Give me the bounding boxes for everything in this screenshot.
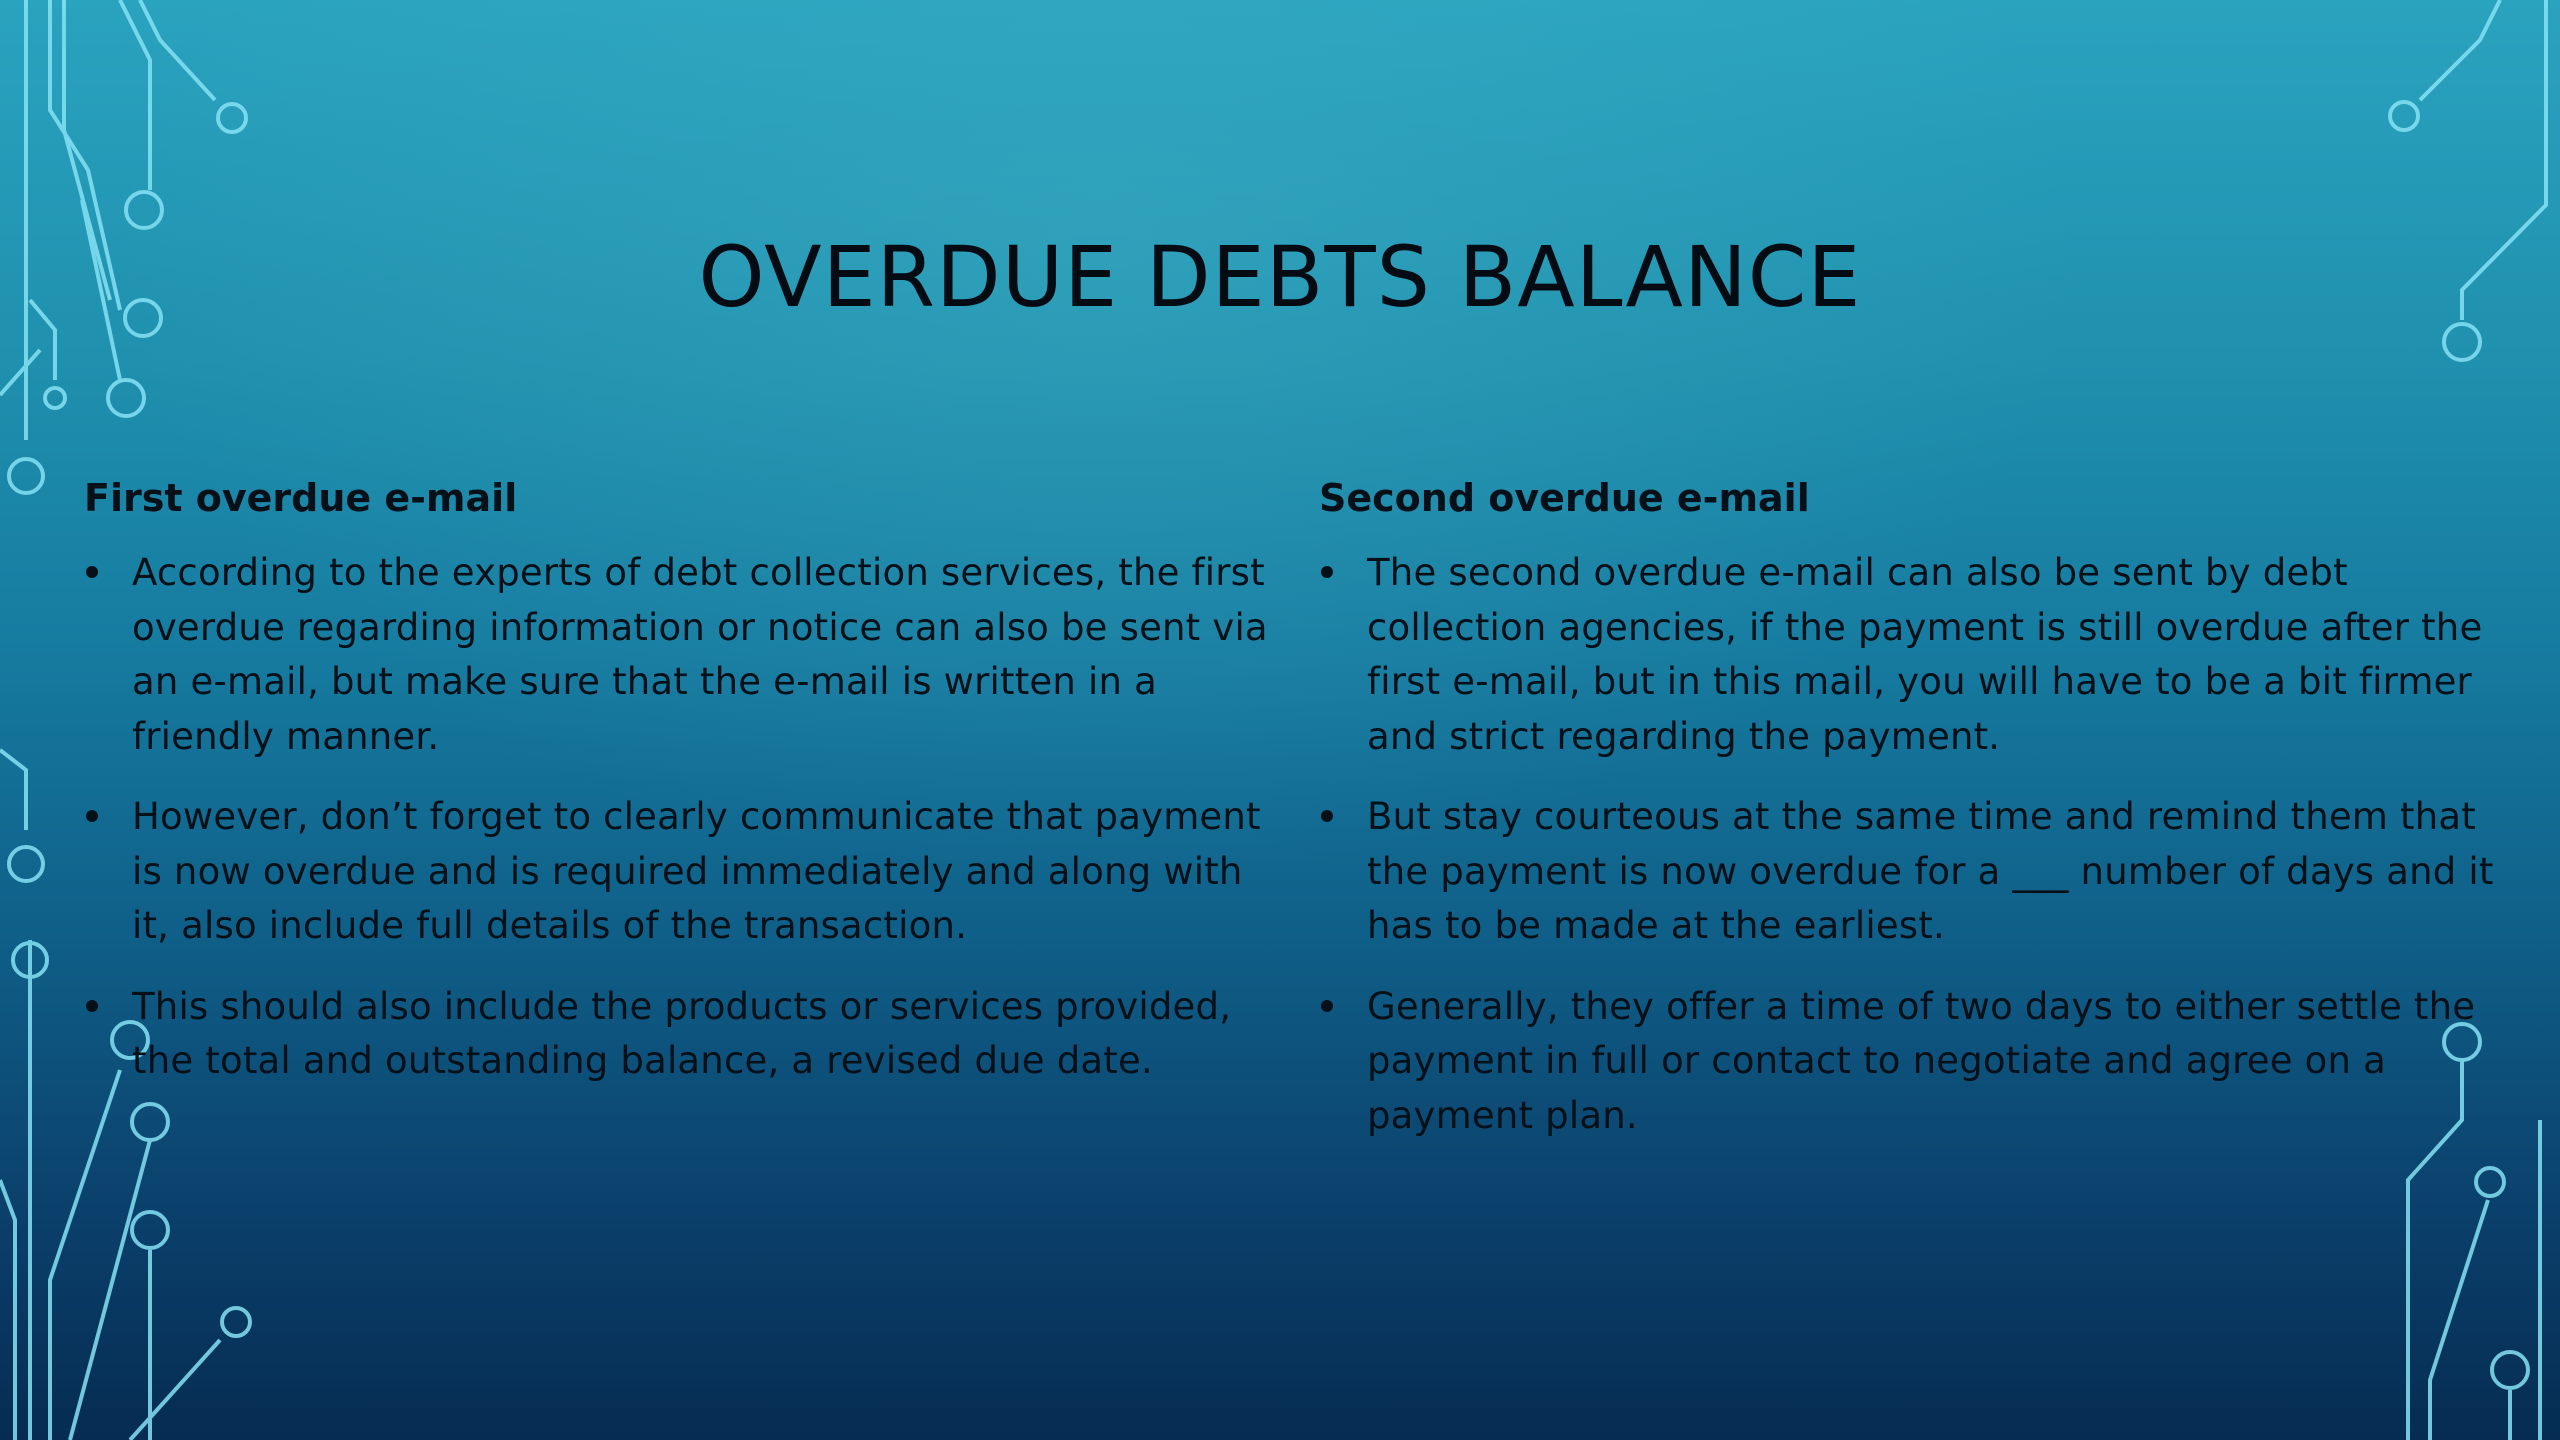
bullet-list	[1319, 546, 2519, 1143]
list-item	[84, 790, 1284, 954]
column-heading: Second overdue e-mail	[1319, 476, 1810, 520]
bullet-icon	[1321, 566, 1333, 578]
bullet-list	[84, 546, 1284, 1089]
first-overdue-column	[84, 476, 1284, 1115]
list-item	[1319, 546, 2519, 764]
list-item	[84, 546, 1284, 764]
list-item	[1319, 790, 2519, 954]
list-item	[84, 980, 1284, 1089]
bullet-text: However, don’t forget to clearly communicate that payment is now overdue and is required immediately and along with it, also include full details of the transaction.	[132, 795, 1261, 947]
bullet-icon	[86, 810, 98, 822]
bullet-text: Generally, they offer a time of two days to either settle the payment in full or contact to negotiate and agree on a payment plan.	[1367, 984, 2476, 1137]
bullet-text: According to the experts of debt collection services, the first overdue regarding information or notice can also be sent via an e-mail, but make sure that the e-mail is written in a friendly manner.	[132, 551, 1268, 758]
second-overdue-column	[1319, 476, 2519, 1169]
bullet-icon	[1321, 810, 1333, 822]
page-title: OVERDUE DEBTS BALANCE	[698, 228, 1862, 326]
bullet-icon	[1321, 1000, 1333, 1012]
list-item	[1319, 980, 2519, 1144]
bullet-text: The second overdue e-mail can also be sent by debt collection agencies, if the payment is still overdue after the first e-mail, but in this mail, you will have to be a bit firmer and strict regarding the payment.	[1367, 551, 2483, 758]
bullet-text: This should also include the products or services provided, the total and outstanding balance, a revised due date.	[132, 984, 1232, 1082]
bullet-icon	[86, 566, 98, 578]
column-heading: First overdue e-mail	[84, 476, 518, 520]
bullet-icon	[86, 1000, 98, 1012]
bullet-text: But stay courteous at the same time and remind them that the payment is now overdue for a ___ number of days and it has to be made at the earliest.	[1367, 795, 2494, 947]
